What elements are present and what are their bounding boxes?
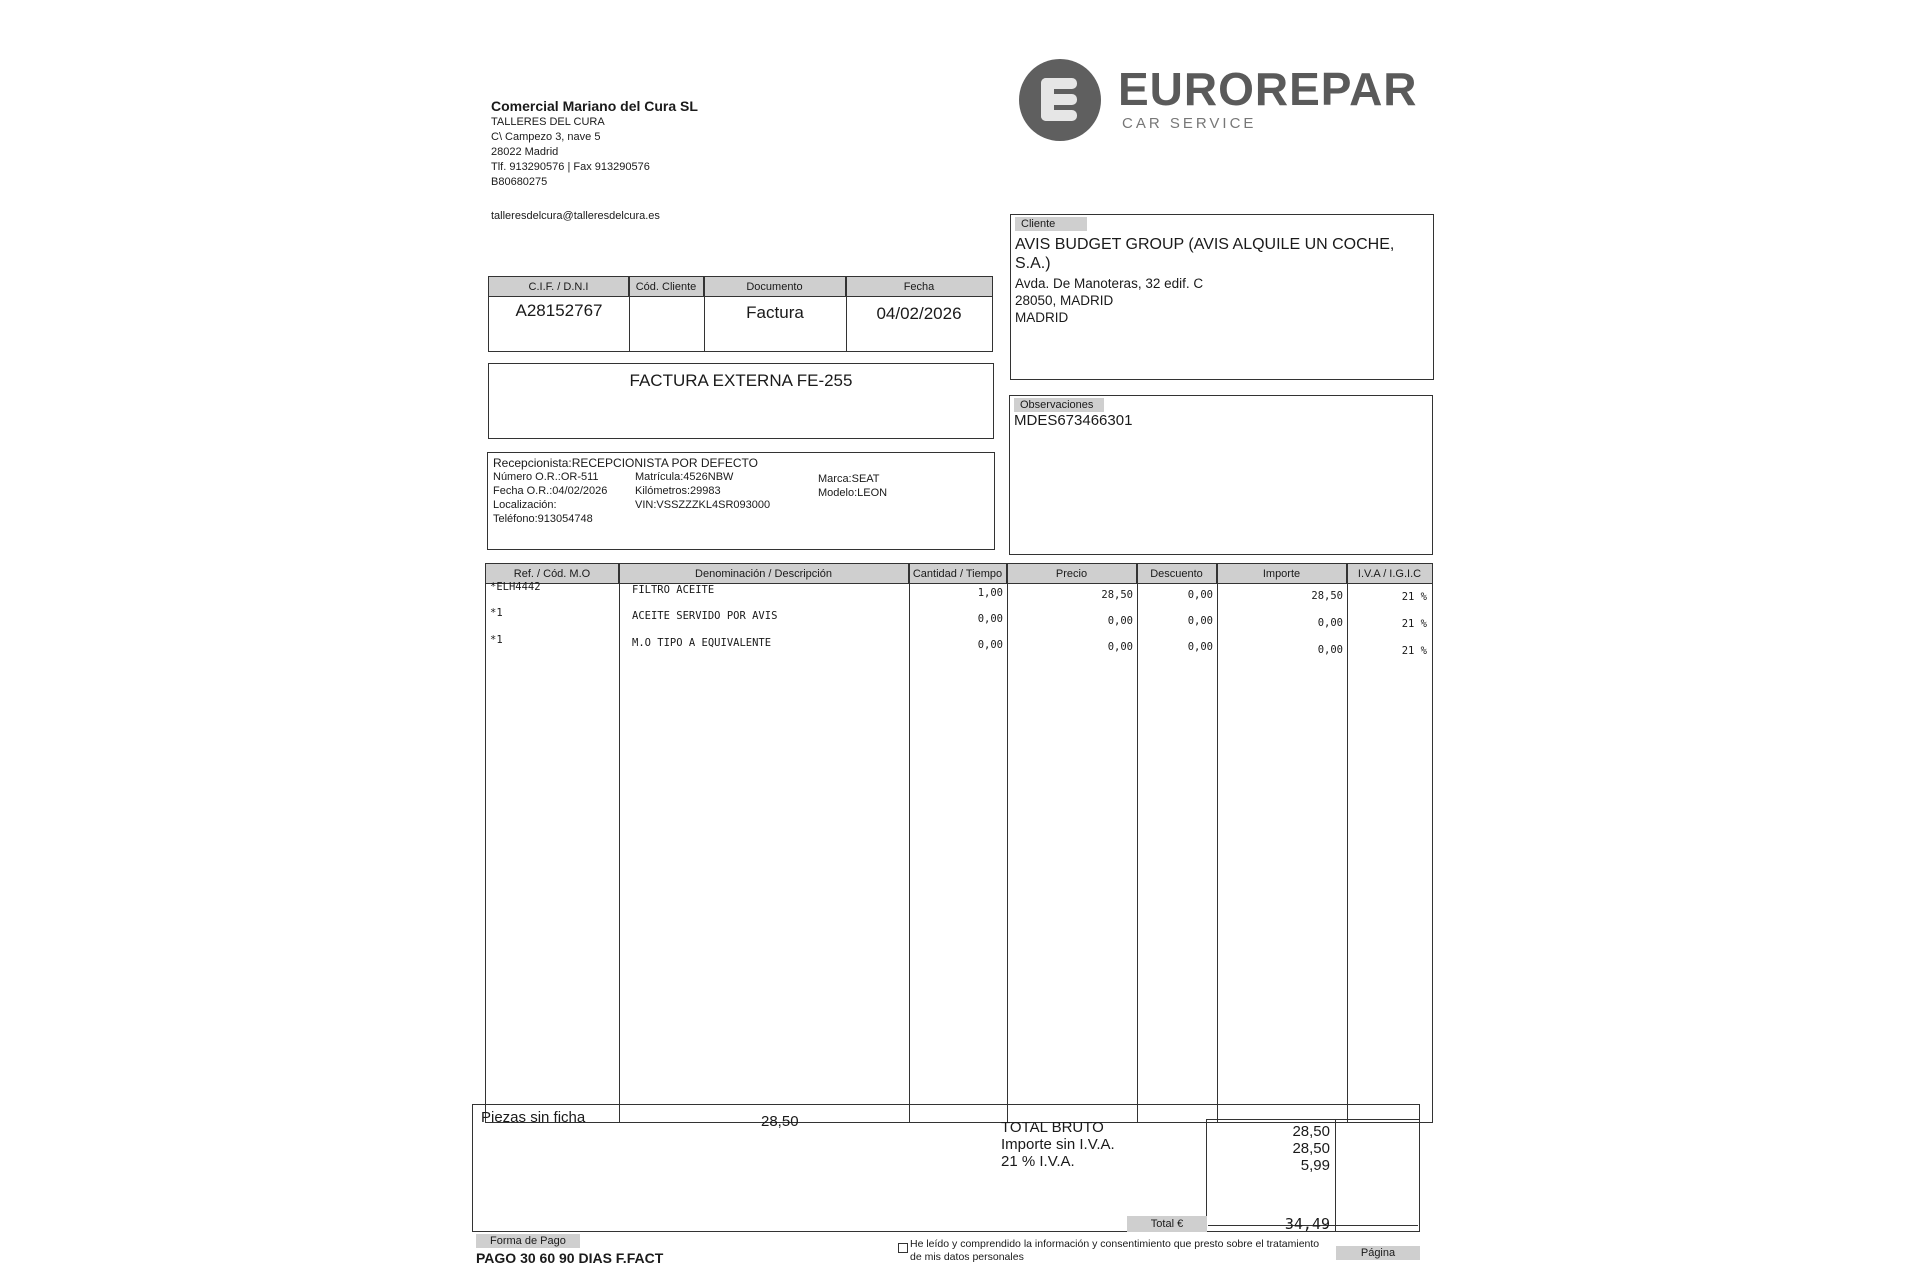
- piezas-label: Piezas sin ficha: [481, 1109, 586, 1126]
- total-bruto-value: 28,50: [1292, 1123, 1330, 1140]
- numero-or: Número O.R.:OR-511: [493, 471, 599, 483]
- table-row-ref: *ELH4442: [490, 581, 541, 593]
- company-line: C\ Campezo 3, nave 5: [491, 131, 601, 143]
- header-col-cif: C.I.F. / D.N.I: [489, 277, 629, 297]
- company-name: Comercial Mariano del Cura SL: [491, 98, 698, 114]
- invoice-title: FACTURA EXTERNA FE-255: [629, 371, 853, 390]
- col-amount: Importe: [1217, 564, 1347, 584]
- client-name: AVIS BUDGET GROUP (AVIS ALQUILE UN COCHE, S.A.): [1015, 236, 1395, 272]
- table-row-amount: 0,00: [1317, 617, 1343, 629]
- brand-tagline: CAR SERVICE: [1122, 115, 1257, 132]
- header-table: [488, 276, 993, 352]
- observations-text: MDES673466301: [1014, 412, 1133, 429]
- summary-box: [472, 1104, 1420, 1232]
- table-row-price: 0,00: [1107, 641, 1133, 653]
- pagina-label: Página: [1336, 1246, 1420, 1260]
- brand-name: EUROREPAR: [1118, 63, 1418, 115]
- company-block: [491, 97, 821, 190]
- eurorepar-logo: [1018, 58, 1438, 138]
- table-row-amount: 28,50: [1311, 590, 1343, 602]
- company-line: B80680275: [491, 176, 548, 188]
- client-label: Cliente: [1015, 217, 1087, 231]
- table-row-disc: 0,00: [1187, 589, 1213, 601]
- client-box: [1010, 214, 1434, 380]
- table-row-ref: *1: [490, 607, 503, 619]
- company-line: Tlf. 913290576 | Fax 913290576: [491, 161, 650, 173]
- forma-pago-value: PAGO 30 60 90 DIAS F.FACT: [476, 1250, 664, 1266]
- cif-value: A28152767: [515, 301, 603, 320]
- telefono: Teléfono:913054748: [493, 513, 593, 525]
- table-row-qty: 0,00: [977, 613, 1003, 625]
- table-row-disc: 0,00: [1187, 615, 1213, 627]
- total-value: 34,49: [1284, 1215, 1330, 1233]
- modelo: Modelo:LEON: [818, 487, 888, 499]
- client-address: Avda. De Manoteras, 32 edif. C: [1015, 276, 1204, 291]
- vin: VIN:VSSZZZKL4SR093000: [635, 499, 771, 511]
- iva-value: 5,99: [1300, 1157, 1330, 1174]
- consent-text: He leído y comprendido la información y consentimiento que presto sobre el tratamiento de mis datos personales: [910, 1238, 1320, 1263]
- table-row-desc: ACEITE SERVIDO POR AVIS: [632, 610, 778, 622]
- col-qty: Cantidad / Tiempo: [909, 564, 1007, 584]
- fecha-value: 04/02/2026: [876, 304, 962, 323]
- eurorepar-logo-icon: [1018, 58, 1102, 142]
- consent-checkbox[interactable]: [898, 1243, 908, 1253]
- client-city: 28050, MADRID: [1015, 293, 1114, 308]
- marca: Marca:SEAT: [818, 473, 880, 485]
- table-row-vat: 21 %: [1401, 645, 1427, 657]
- table-row-vat: 21 %: [1401, 618, 1427, 630]
- table-row-amount: 0,00: [1317, 644, 1343, 656]
- table-row-price: 0,00: [1107, 615, 1133, 627]
- col-price: Precio: [1007, 564, 1137, 584]
- fecha-or: Fecha O.R.:04/02/2026: [493, 485, 608, 497]
- observations-box: [1009, 395, 1433, 555]
- piezas-value: 28,50: [761, 1113, 799, 1130]
- table-row-qty: 0,00: [977, 639, 1003, 651]
- documento-value: Factura: [746, 303, 804, 322]
- localizacion: Localización:: [493, 499, 557, 511]
- observations-label: Observaciones: [1014, 398, 1104, 412]
- recepcionista: Recepcionista:RECEPCIONISTA POR DEFECTO: [493, 456, 758, 470]
- table-row-ref: *1: [490, 634, 503, 646]
- table-row-vat: 21 %: [1401, 591, 1427, 603]
- header-col-cod-cliente: Cód. Cliente: [629, 277, 704, 297]
- col-vat: I.V.A / I.G.I.C: [1347, 564, 1432, 584]
- col-disc: Descuento: [1137, 564, 1217, 584]
- table-row-desc: M.O TIPO A EQUIVALENTE: [632, 637, 772, 649]
- forma-pago-label: Forma de Pago: [476, 1234, 580, 1248]
- col-desc: Denominación / Descripción: [619, 564, 909, 584]
- total-bruto-label: TOTAL BRUTO: [1001, 1119, 1104, 1136]
- table-row-qty: 1,00: [977, 587, 1003, 599]
- kilometros: Kilómetros:29983: [635, 485, 721, 497]
- importe-sin-iva-label: Importe sin I.V.A.: [1001, 1136, 1115, 1153]
- importe-sin-iva-value: 28,50: [1292, 1140, 1330, 1157]
- table-row-disc: 0,00: [1187, 641, 1213, 653]
- lines-table: [485, 563, 1433, 1123]
- header-col-documento: Documento: [704, 277, 846, 297]
- client-province: MADRID: [1015, 310, 1069, 325]
- table-row-price: 28,50: [1101, 589, 1133, 601]
- table-row-desc: FILTRO ACEITE: [632, 584, 715, 596]
- company-line: 28022 Madrid: [491, 146, 559, 158]
- total-label: Total €: [1127, 1216, 1207, 1232]
- iva-label: 21 % I.V.A.: [1001, 1153, 1075, 1170]
- col-ref: Ref. / Cód. M.O: [486, 564, 619, 584]
- company-email: talleresdelcura@talleresdelcura.es: [491, 210, 660, 222]
- header-col-fecha: Fecha: [846, 277, 992, 297]
- reception-box: [487, 452, 995, 550]
- company-line: TALLERES DEL CURA: [491, 116, 605, 128]
- matricula: Matrícula:4526NBW: [635, 471, 734, 483]
- invoice-title-box: [488, 363, 994, 439]
